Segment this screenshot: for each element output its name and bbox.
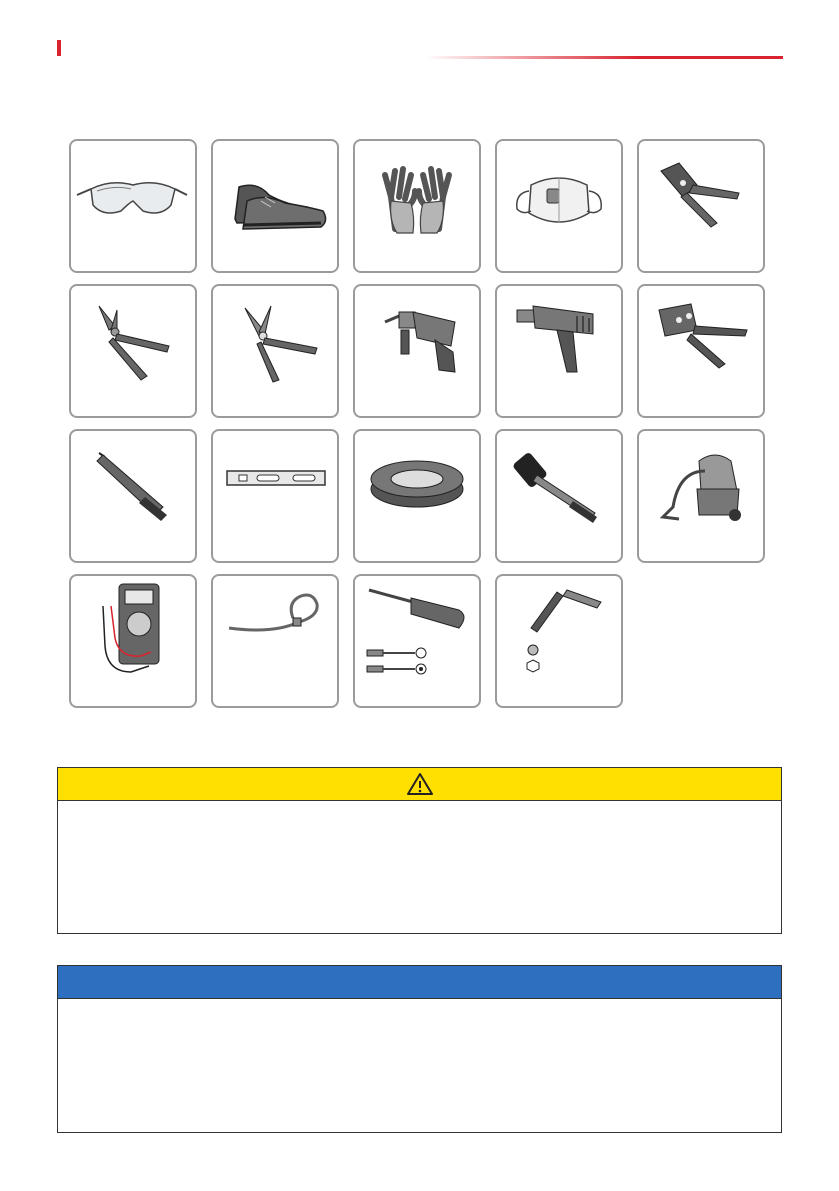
warning-triangle-icon xyxy=(406,772,434,796)
hammer-drill-icon xyxy=(355,286,479,416)
cable-tie-icon xyxy=(213,576,337,706)
tool-torque-socket-wrench xyxy=(495,574,623,708)
rubber-mallet-icon xyxy=(497,431,621,561)
level-icon xyxy=(213,431,337,561)
safety-shoes-icon xyxy=(213,141,337,271)
rj45-crimper-icon xyxy=(639,141,763,271)
tools-grid xyxy=(69,139,768,713)
notice-body xyxy=(58,999,781,1027)
section-marker xyxy=(57,40,61,56)
vacuum-cleaner-icon xyxy=(639,431,763,561)
header-rule xyxy=(425,56,783,59)
warning-body xyxy=(58,801,781,829)
tool-heat-shrink-tube xyxy=(353,429,481,563)
tool-rj45-crimper xyxy=(637,139,765,273)
tool-torque-screwdriver xyxy=(353,574,481,708)
wire-stripper-icon xyxy=(213,286,337,416)
gloves-icon xyxy=(355,141,479,271)
tool-heat-gun xyxy=(495,284,623,418)
tool-marker xyxy=(69,429,197,563)
crimping-tool-icon xyxy=(639,286,763,416)
tool-dust-mask xyxy=(495,139,623,273)
notice-header xyxy=(58,966,781,999)
tool-safety-shoes xyxy=(211,139,339,273)
warning-header xyxy=(58,768,781,801)
tool-gloves xyxy=(353,139,481,273)
torque-socket-wrench-icon xyxy=(497,576,621,706)
multimeter-icon xyxy=(71,576,195,706)
dust-mask-icon xyxy=(497,141,621,271)
tool-crimping-tool xyxy=(637,284,765,418)
tool-level xyxy=(211,429,339,563)
tool-diagonal-pliers xyxy=(69,284,197,418)
warning-box xyxy=(57,767,782,934)
diagonal-pliers-icon xyxy=(71,286,195,416)
torque-screwdriver-icon xyxy=(355,576,479,706)
tool-multimeter xyxy=(69,574,197,708)
tool-vacuum-cleaner xyxy=(637,429,765,563)
goggles-icon xyxy=(71,141,195,271)
marker-icon xyxy=(71,431,195,561)
tool-wire-stripper xyxy=(211,284,339,418)
tool-cable-tie xyxy=(211,574,339,708)
tool-goggles xyxy=(69,139,197,273)
heat-gun-icon xyxy=(497,286,621,416)
tool-hammer-drill xyxy=(353,284,481,418)
tool-rubber-mallet xyxy=(495,429,623,563)
heat-shrink-tube-icon xyxy=(355,431,479,561)
notice-box xyxy=(57,965,782,1133)
